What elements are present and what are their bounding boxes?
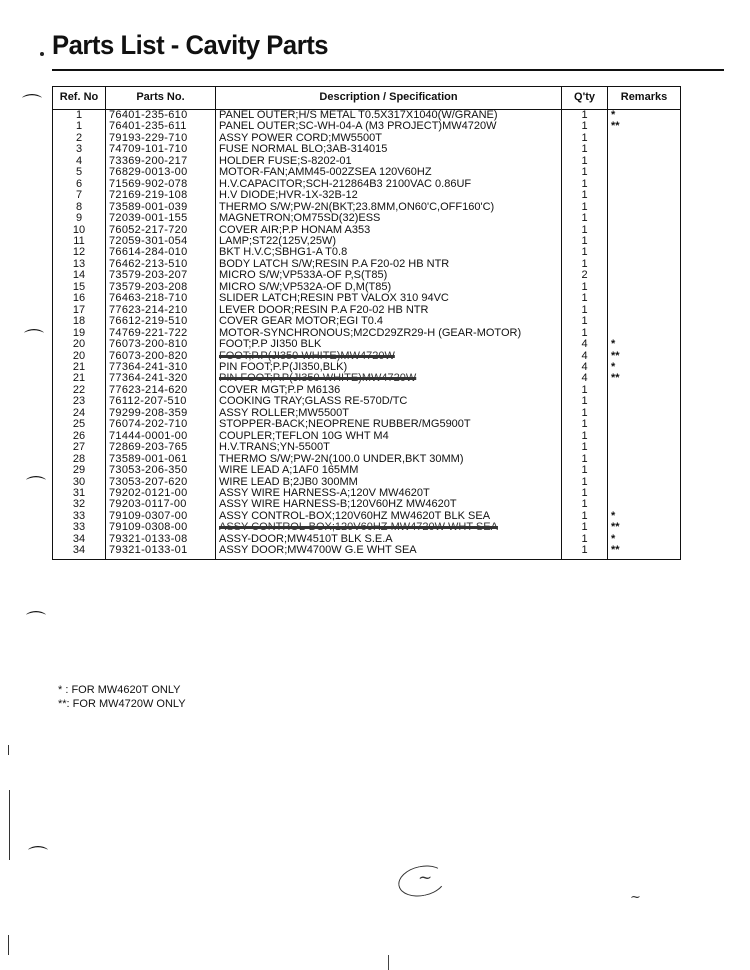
cell-ref: 23 [53,396,106,407]
cell-remarks [608,477,681,488]
table-row [53,190,681,201]
cell-qty: 1 [562,419,608,430]
cell-remarks [608,259,681,270]
cell-ref: 28 [53,454,106,465]
table-row [53,465,681,476]
cell-desc: COOKING TRAY;GLASS RE-570D/TC [216,396,562,407]
cell-desc [216,373,562,384]
cell-ref: 29 [53,465,106,476]
cell-qty: 1 [562,133,608,144]
table-row [53,534,681,545]
cell-ref: 9 [53,213,106,224]
cell-ref: 21 [53,362,106,373]
cell-part: 76074-202-710 [106,419,216,430]
cell-ref: 24 [53,408,106,419]
cell-desc: MOTOR-FAN;AMM45-002ZSEA 120V60HZ [216,167,562,178]
table-row [53,202,681,213]
cell-qty: 1 [562,385,608,396]
cell-remarks: * [608,339,681,350]
cell-ref: 14 [53,270,106,281]
cell-qty: 1 [562,305,608,316]
cell-desc: FOOT;P.P JI350 BLK [216,339,562,350]
footnote-single-star: * : FOR MW4620T ONLY [58,684,181,696]
cell-part: 79109-0307-00 [106,511,216,522]
cell-qty: 1 [562,167,608,178]
table-row [53,362,681,373]
cell-remarks: ** [608,522,681,533]
cell-qty: 1 [562,247,608,258]
cell-desc: COVER MGT;P.P M6136 [216,385,562,396]
table-row [53,293,681,304]
binder-hole-mark: ⌒ [22,92,42,116]
cell-qty: 1 [562,225,608,236]
cell-qty: 1 [562,511,608,522]
cell-desc: WIRE LEAD A;1AF0 165MM [216,465,562,476]
margin-line [9,790,10,860]
cell-qty: 1 [562,522,608,533]
cell-ref: 21 [53,373,106,384]
cell-part: 73579-203-207 [106,270,216,281]
cell-qty: 1 [562,259,608,270]
cell-remarks [608,419,681,430]
cell-qty: 1 [562,282,608,293]
cell-part: 71444-0001-00 [106,431,216,442]
cell-part: 76112-207-510 [106,396,216,407]
cell-ref: 1 [53,121,106,132]
cell-desc: PIN FOOT;P.P(JI350,BLK) [216,362,562,373]
cell-remarks [608,499,681,510]
cell-desc: MICRO S/W;VP532A-OF D,M(T85) [216,282,562,293]
cell-qty: 1 [562,442,608,453]
cell-part: 79203-0117-00 [106,499,216,510]
cell-ref: 19 [53,328,106,339]
cell-ref: 34 [53,545,106,559]
footnotes [58,683,186,711]
column-header-desc: Description / Specification [216,87,562,110]
cell-ref: 30 [53,477,106,488]
cell-qty: 1 [562,534,608,545]
table-row [53,431,681,442]
table-row [53,236,681,247]
cell-part: 73369-200-217 [106,156,216,167]
cell-desc: COVER AIR;P.P HONAM A353 [216,225,562,236]
cell-part: 74709-101-710 [106,144,216,155]
table-row [53,316,681,327]
table-row [53,511,681,522]
cell-qty: 1 [562,236,608,247]
cell-ref: 25 [53,419,106,430]
cell-remarks [608,465,681,476]
struck-description: PIN FOOT;P.P(JI350 WHITE)MW4720W [219,373,417,385]
cell-part: 79193-229-710 [106,133,216,144]
cell-qty: 1 [562,316,608,327]
table-row [53,282,681,293]
page-title: Parts List - Cavity Parts [52,30,329,60]
cell-remarks [608,156,681,167]
cell-ref: 8 [53,202,106,213]
cell-remarks [608,270,681,281]
cell-remarks [608,247,681,258]
cell-remarks [608,213,681,224]
cell-part: 77364-241-320 [106,373,216,384]
cell-part: 76052-217-720 [106,225,216,236]
table-row [53,442,681,453]
cell-qty: 1 [562,431,608,442]
cell-desc: H.V DIODE;HVR-1X-32B-12 [216,190,562,201]
parts-table [52,86,681,560]
table-header-row [53,87,681,110]
cell-remarks [608,236,681,247]
cell-remarks [608,385,681,396]
table-row [53,545,681,559]
cell-qty: 1 [562,465,608,476]
table-row [53,133,681,144]
cell-qty: 1 [562,144,608,155]
cell-qty: 4 [562,351,608,362]
cell-desc: FUSE NORMAL BLO;3AB-314015 [216,144,562,155]
cell-ref: 15 [53,282,106,293]
cell-qty: 1 [562,202,608,213]
table-row [53,225,681,236]
table-row [53,213,681,224]
cell-remarks [608,293,681,304]
column-header-remarks: Remarks [608,87,681,110]
footnote-double-star: **: FOR MW4720W ONLY [58,698,186,710]
cell-remarks [608,408,681,419]
cell-part: 73053-207-620 [106,477,216,488]
cell-qty: 2 [562,270,608,281]
cell-desc: ASSY ROLLER;MW5500T [216,408,562,419]
handwritten-scribble: ~ [630,890,641,905]
cell-part: 72059-301-054 [106,236,216,247]
cell-desc: LAMP;ST22(125V,25W) [216,236,562,247]
cell-ref: 6 [53,179,106,190]
cell-ref: 13 [53,259,106,270]
cell-desc: PANEL OUTER;H/S METAL T0.5X317X1040(W/GRANE) [216,110,562,122]
cell-remarks [608,442,681,453]
cell-part: 73589-001-061 [106,454,216,465]
cell-remarks [608,282,681,293]
cell-desc: WIRE LEAD B;2JB0 300MM [216,477,562,488]
cell-part: 73579-203-208 [106,282,216,293]
cell-remarks: * [608,511,681,522]
cell-part: 77364-241-310 [106,362,216,373]
cell-qty: 1 [562,408,608,419]
table-row [53,144,681,155]
binder-hole-mark: ⌒ [26,609,46,633]
cell-ref: 31 [53,488,106,499]
cell-ref: 20 [53,351,106,362]
table-row [53,488,681,499]
cell-ref: 4 [53,156,106,167]
table-row [53,477,681,488]
cell-ref: 17 [53,305,106,316]
binder-hole-mark: ⌒ [26,474,46,498]
table-row [53,408,681,419]
cell-remarks: ** [608,545,681,559]
cell-desc [216,522,562,533]
cell-part: 79109-0308-00 [106,522,216,533]
cell-ref: 33 [53,511,106,522]
cell-part: 79299-208-359 [106,408,216,419]
cell-qty: 1 [562,454,608,465]
table-row [53,385,681,396]
cell-remarks [608,316,681,327]
cell-remarks: ** [608,351,681,362]
table-row [53,305,681,316]
table-row [53,499,681,510]
cell-desc: BODY LATCH S/W;RESIN P.A F20-02 HB NTR [216,259,562,270]
cell-part: 76829-0013-00 [106,167,216,178]
cell-ref: 3 [53,144,106,155]
table-row [53,167,681,178]
cell-qty: 1 [562,213,608,224]
cell-qty: 1 [562,396,608,407]
cell-ref: 20 [53,339,106,350]
cell-part: 76073-200-820 [106,351,216,362]
cell-remarks [608,431,681,442]
cell-remarks [608,167,681,178]
cell-desc: MICRO S/W;VP533A-OF P,S(T85) [216,270,562,281]
table-row [53,522,681,533]
margin-tick [8,745,9,755]
table-row [53,339,681,350]
cell-qty: 4 [562,362,608,373]
table-row [53,328,681,339]
cell-remarks [608,488,681,499]
table-row [53,454,681,465]
binder-hole-mark: ⌒ [28,844,48,868]
table-row [53,179,681,190]
cell-desc: COUPLER;TEFLON 10G WHT M4 [216,431,562,442]
cell-ref: 18 [53,316,106,327]
table-row [53,396,681,407]
cell-desc: SLIDER LATCH;RESIN PBT VALOX 310 94VC [216,293,562,304]
cell-part: 72869-203-765 [106,442,216,453]
cell-desc: ASSY POWER CORD;MW5500T [216,133,562,144]
cell-ref: 11 [53,236,106,247]
cell-remarks: * [608,362,681,373]
cell-ref: 34 [53,534,106,545]
cell-part: 79321-0133-01 [106,545,216,559]
handwritten-mark: ~ [418,868,433,888]
table-row [53,247,681,258]
parts-table-body [53,110,681,560]
cell-desc: HOLDER FUSE;S-8202-01 [216,156,562,167]
table-row [53,259,681,270]
struck-description: FOOT;P.P(JI350 WHITE)MW4720W [219,350,395,362]
cell-part: 74769-221-722 [106,328,216,339]
cell-remarks [608,190,681,201]
cell-remarks: * [608,534,681,545]
cell-ref: 22 [53,385,106,396]
cell-desc: ASSY-DOOR;MW4510T BLK S.E.A [216,534,562,545]
cell-ref: 1 [53,110,106,122]
cell-ref: 26 [53,431,106,442]
cell-part: 77623-214-210 [106,305,216,316]
cell-remarks [608,396,681,407]
cell-desc: H.V.TRANS;YN-5500T [216,442,562,453]
cell-qty: 1 [562,488,608,499]
cell-ref: 33 [53,522,106,533]
cell-part: 73589-001-039 [106,202,216,213]
cell-part: 73053-206-350 [106,465,216,476]
cell-remarks [608,144,681,155]
table-row [53,121,681,132]
cell-qty: 1 [562,156,608,167]
cell-desc: LEVER DOOR;RESIN P.A F20-02 HB NTR [216,305,562,316]
table-row [53,156,681,167]
cell-part: 72169-219-108 [106,190,216,201]
cell-ref: 5 [53,167,106,178]
cell-remarks: * [608,110,681,122]
cell-part: 76073-200-810 [106,339,216,350]
cell-part: 71569-902-078 [106,179,216,190]
cell-ref: 7 [53,190,106,201]
cell-ref: 10 [53,225,106,236]
cell-desc: MAGNETRON;OM75SD(32)ESS [216,213,562,224]
cell-qty: 1 [562,477,608,488]
cell-remarks [608,133,681,144]
cell-qty: 1 [562,328,608,339]
table-row [53,110,681,122]
cell-part: 76401-235-610 [106,110,216,122]
bottom-edge-line [388,955,389,970]
cell-ref: 12 [53,247,106,258]
cell-remarks [608,305,681,316]
column-header-ref: Ref. No [53,87,106,110]
cell-desc [216,351,562,362]
cell-part: 76462-213-510 [106,259,216,270]
cell-qty: 1 [562,121,608,132]
cell-ref: 16 [53,293,106,304]
column-header-part: Parts No. [106,87,216,110]
title-underline [52,69,724,71]
cell-part: 77623-214-620 [106,385,216,396]
cell-part: 76463-218-710 [106,293,216,304]
table-row [53,270,681,281]
cell-qty: 4 [562,373,608,384]
cell-qty: 1 [562,190,608,201]
table-row [53,419,681,430]
cell-desc: BKT H.V.C;SBHG1-A T0.8 [216,247,562,258]
cell-desc: COVER GEAR MOTOR;EGI T0.4 [216,316,562,327]
cell-part: 76612-219-510 [106,316,216,327]
cell-qty: 1 [562,293,608,304]
cell-remarks [608,328,681,339]
cell-part: 79321-0133-08 [106,534,216,545]
page-dot [40,52,44,56]
cell-remarks [608,454,681,465]
cell-part: 79202-0121-00 [106,488,216,499]
column-header-qty: Q'ty [562,87,608,110]
table-row [53,373,681,384]
struck-description: ASSY CONTROL-BOX;120V60HZ MW4720W WHT SEA [219,522,498,534]
cell-remarks [608,179,681,190]
cell-desc: H.V.CAPACITOR;SCH-212864B3 2100VAC 0.86UF [216,179,562,190]
cell-qty: 4 [562,339,608,350]
cell-desc: PANEL OUTER;SC-WH-04-A (M3 PROJECT)MW4720W [216,121,562,132]
cell-ref: 2 [53,133,106,144]
cell-part: 76614-284-010 [106,247,216,258]
cell-desc: ASSY WIRE HARNESS-A;120V MW4620T [216,488,562,499]
cell-desc: STOPPER-BACK;NEOPRENE RUBBER/MG5900T [216,419,562,430]
cell-part: 76401-235-611 [106,121,216,132]
cell-qty: 1 [562,179,608,190]
cell-remarks: ** [608,373,681,384]
table-row [53,351,681,362]
cell-desc: ASSY DOOR;MW4700W G.E WHT SEA [216,545,562,559]
cell-part: 72039-001-155 [106,213,216,224]
cell-remarks [608,202,681,213]
cell-qty: 1 [562,545,608,559]
cell-desc: MOTOR-SYNCHRONOUS;M2CD29ZR29-H (GEAR-MOTOR) [216,328,562,339]
cell-qty: 1 [562,110,608,122]
cell-desc: THERMO S/W;PW-2N(100.0 UNDER,BKT 30MM) [216,454,562,465]
cell-desc: ASSY WIRE HARNESS-B;120V60HZ MW4620T [216,499,562,510]
binder-hole-mark: ⌒ [24,327,44,351]
margin-line [8,935,9,955]
cell-qty: 1 [562,499,608,510]
cell-desc: ASSY CONTROL-BOX;120V60HZ MW4620T BLK SEA [216,511,562,522]
cell-ref: 32 [53,499,106,510]
cell-desc: THERMO S/W;PW-2N(BKT;23.8MM,ON60'C,OFF160'C) [216,202,562,213]
cell-remarks [608,225,681,236]
cell-ref: 27 [53,442,106,453]
cell-remarks: ** [608,121,681,132]
